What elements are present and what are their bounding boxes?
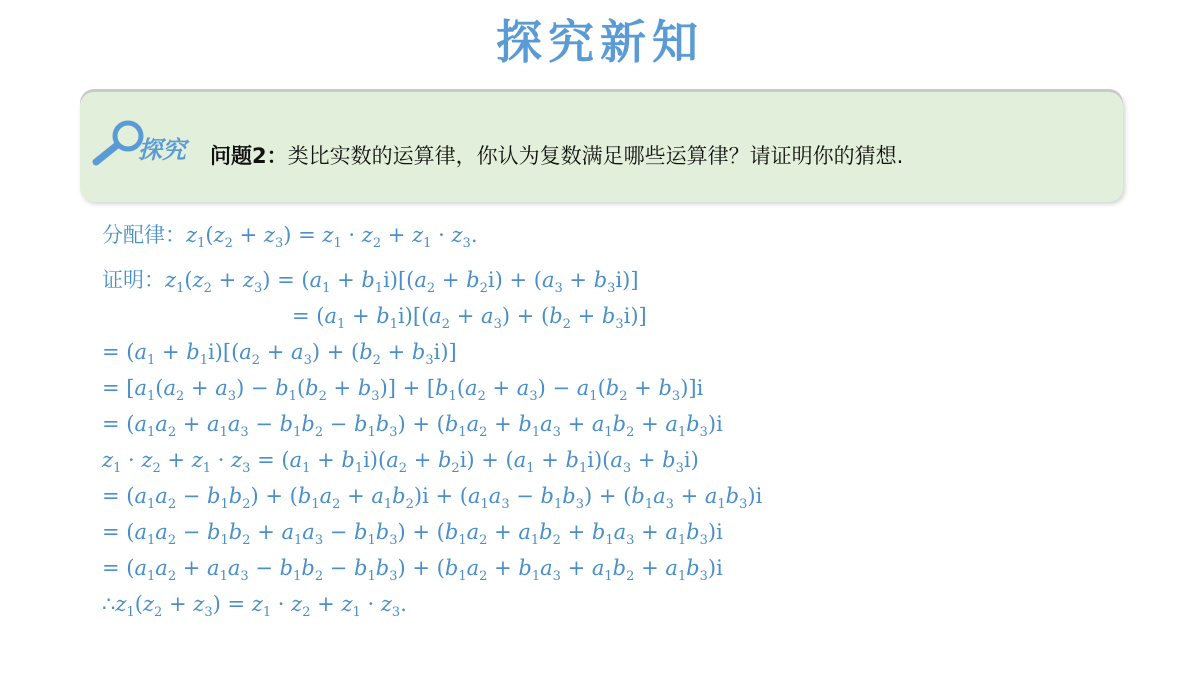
proof-label: 证明： (102, 268, 165, 292)
proof-line-8: = $(a_1a_2 - b_1b_2 + a_1a_3 - b_1b_3) + (b_1a_2 + a_1b_2 + b_1a_3 + a_1b_3)i$ (102, 520, 723, 548)
question-text (210, 140, 903, 170)
law-label: 分配律： (102, 223, 186, 247)
proof-line-4: = $[a_1(a_2 + a_3) - b_1(b_2 + b_3)] + [b_1(a_2 + a_3) - a_1(b_2 + b_3)]i$ (102, 376, 704, 404)
proof-line-3: = $(a_1 + b_1i)[(a_2 + a_3) + (b_2 + b_3i)]$ (102, 340, 457, 368)
distributive-law-line: 分配律：$z_1(z_2 + z_3) = z_1 \cdot z_2 + z_1 \cdot z_3$. (102, 223, 478, 251)
proof-line-6: $z_1 \cdot z_2 + z_1 \cdot z_3 = (a_1 + b_1i)(a_2 + b_2i) + (a_1 + b_1i)(a_3 + b_3i)$ (102, 448, 699, 476)
explore-label: 探究 (138, 136, 186, 164)
proof-line-2: = $(a_1 + b_1i)[(a_2 + a_3) + (b_2 + b_3i)]$ (292, 304, 647, 332)
page-title: 探究新知 (496, 15, 704, 69)
question-body: 类比实数的运算律，你认为复数满足哪些运算律？请证明你的猜想. (287, 144, 904, 168)
question-label: 问题2： (210, 144, 288, 168)
magnifier-icon (90, 118, 200, 168)
proof-line-1: 证明：$z_1(z_2 + z_3) = (a_1 + b_1i)[(a_2 + b_2i) + (a_3 + b_3i)]$ (102, 268, 639, 296)
proof-line-9: = $(a_1a_2 + a_1a_3 - b_1b_2 - b_1b_3) + (b_1a_2 + b_1a_3 + a_1b_2 + a_1b_3)i$ (102, 556, 723, 584)
proof-line-7: = $(a_1a_2 - b_1b_2) + (b_1a_2 + a_1b_2)i + (a_1a_3 - b_1b_3) + (b_1a_3 + a_1b_3)i$ (102, 484, 763, 512)
proof-conclusion: $\therefore z_1(z_2 + z_3) = z_1 \cdot z_2 + z_1 \cdot z_3$. (102, 592, 407, 620)
proof-line-5: = $(a_1a_2 + a_1a_3 - b_1b_2 - b_1b_3) + (b_1a_2 + b_1a_3 + a_1b_2 + a_1b_3)i$ (102, 412, 723, 440)
question-banner (80, 92, 1123, 202)
